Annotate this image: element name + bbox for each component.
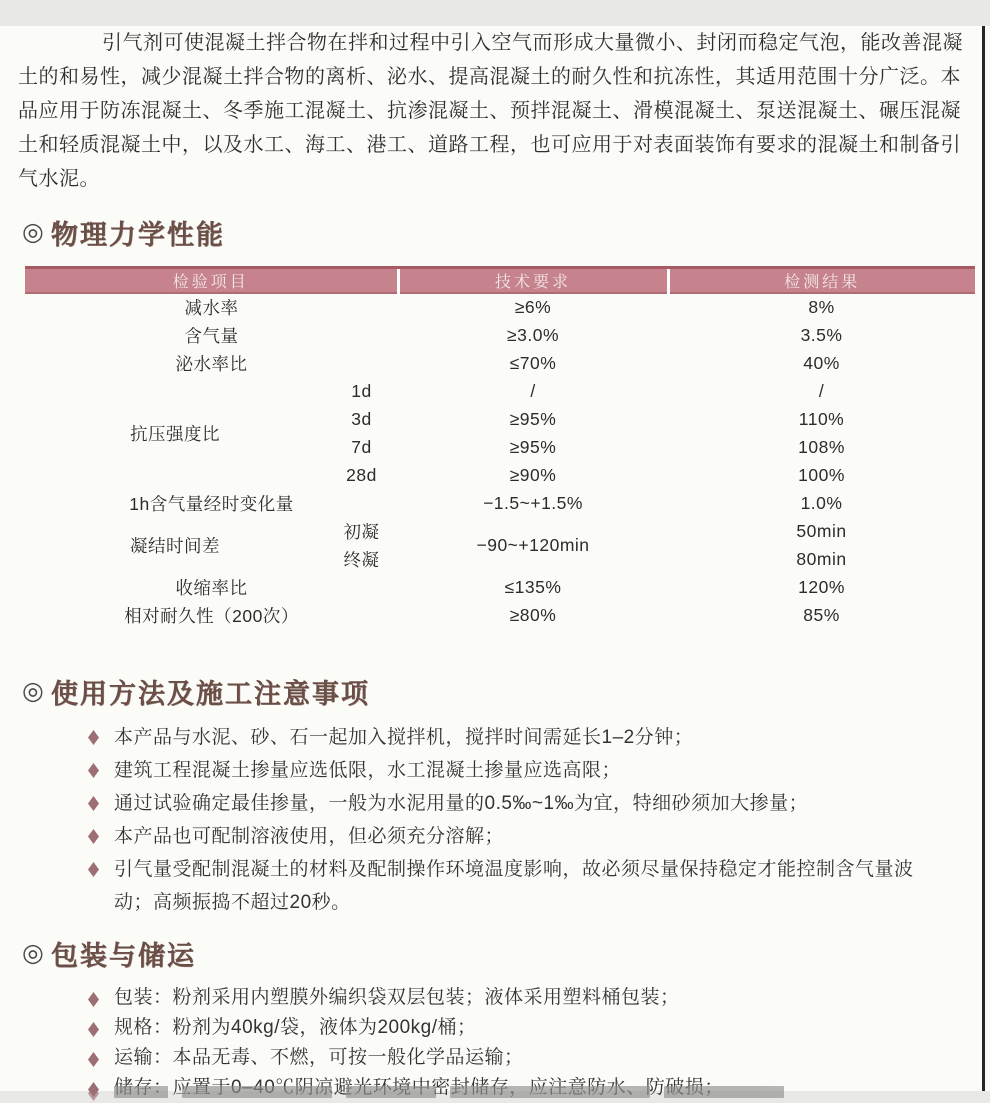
diamond-bullet-icon — [88, 1022, 99, 1037]
table-row — [25, 321, 975, 349]
cell-result: 3.5% — [800, 324, 843, 345]
performance-table — [25, 266, 975, 629]
cell-requirement: ≥95% — [509, 436, 557, 457]
bullet-text: 运输：本品无毒、不燃，可按一般化学品运输； — [114, 1047, 524, 1068]
list-item — [88, 820, 990, 853]
cell-subitem: 7d — [351, 436, 372, 457]
diamond-bullet-icon — [88, 992, 99, 1007]
scan-edge-line — [982, 26, 985, 1091]
section-heading-physical — [22, 214, 990, 250]
cell-requirement: / — [530, 380, 536, 401]
table-row — [25, 489, 975, 517]
cell-subitem: 3d — [351, 408, 372, 429]
cell-requirement: ≥95% — [509, 408, 557, 429]
cell-result: 120% — [798, 576, 845, 597]
col-header-result: 检测结果 — [668, 268, 975, 294]
cell-requirement: −90~+120min — [476, 534, 590, 555]
list-item — [88, 721, 990, 754]
cell-result: 108% — [798, 436, 845, 457]
cell-requirement: ≥6% — [514, 297, 552, 317]
cell-item: 泌水率比 — [175, 353, 248, 374]
bullet-text: 规格：粉剂为40kg/袋，液体为200kg/桶； — [114, 1017, 477, 1038]
diamond-bullet-icon — [88, 796, 99, 811]
table-row — [25, 601, 975, 629]
table-row — [25, 517, 975, 545]
cell-subitem: 28d — [346, 464, 377, 485]
cell-subitem: 终凝 — [343, 549, 380, 570]
cell-item: 1h含气量经时变化量 — [129, 493, 294, 514]
cell-requirement: ≤70% — [509, 352, 557, 373]
double-circle-icon: ◎ — [22, 939, 44, 967]
bullet-text: 引气量受配制混凝土的材料及配制操作环境温度影响，故必须尽量保持稳定才能控制含气量波动；高频振捣不超过20秒。 — [114, 859, 914, 913]
cell-result: 1.0% — [800, 492, 843, 513]
cell-result: 80min — [796, 548, 847, 569]
table-row — [25, 377, 975, 405]
list-item — [88, 983, 990, 1013]
bullet-text: 包装：粉剂采用内塑膜外编织袋双层包装；液体采用塑料桶包装； — [114, 987, 680, 1008]
diamond-bullet-icon — [88, 730, 99, 745]
cell-item: 收缩率比 — [175, 577, 248, 598]
diamond-bullet-icon — [88, 763, 99, 778]
clipped-text-remnant — [88, 1086, 798, 1091]
cell-result: / — [818, 380, 825, 401]
section-heading-packing — [22, 935, 990, 971]
cell-result: 40% — [803, 352, 840, 373]
cell-item: 减水率 — [184, 298, 239, 318]
cell-item: 含气量 — [184, 325, 239, 346]
packing-bullet-list — [88, 983, 990, 1103]
list-item — [88, 787, 990, 820]
bullet-text: 通过试验确定最佳掺量，一般为水泥用量的0.5‰~1‰为宜，特细砂须加大掺量； — [114, 793, 809, 814]
cell-result: 50min — [796, 520, 847, 541]
list-item — [88, 1043, 990, 1073]
section-heading-usage — [22, 673, 990, 709]
cell-item-group: 抗压强度比 — [130, 423, 220, 444]
cell-result: 8% — [808, 297, 835, 317]
double-circle-icon: ◎ — [22, 218, 44, 246]
cell-item: 相对耐久性（200次） — [124, 605, 299, 626]
list-item — [88, 853, 990, 919]
cell-requirement: −1.5~+1.5% — [483, 492, 583, 513]
section-title-packing: 包装与储运 — [50, 940, 196, 971]
document-page — [0, 26, 990, 1091]
table-row — [25, 573, 975, 601]
double-circle-icon: ◎ — [22, 677, 44, 705]
list-item — [88, 1013, 990, 1043]
section-title-usage: 使用方法及施工注意事项 — [50, 678, 370, 709]
cell-result: 100% — [798, 464, 845, 485]
cell-requirement: ≤135% — [504, 576, 562, 597]
cell-result: 85% — [803, 604, 840, 625]
cell-result: 110% — [798, 408, 845, 429]
cell-subitem: 初凝 — [343, 521, 380, 542]
table-header-row — [25, 268, 975, 294]
diamond-bullet-icon — [88, 829, 99, 844]
diamond-bullet-icon — [88, 1052, 99, 1067]
col-header-requirement: 技术要求 — [398, 268, 668, 294]
bullet-text: 本产品也可配制溶液使用，但必须充分溶解； — [114, 826, 505, 847]
diamond-bullet-icon — [88, 862, 99, 877]
usage-bullet-list — [88, 721, 990, 919]
cell-requirement: ≥3.0% — [507, 324, 560, 345]
cell-requirement: ≥80% — [509, 604, 557, 625]
cell-subitem: 1d — [351, 380, 372, 401]
table-row — [25, 293, 975, 321]
table-row — [25, 349, 975, 377]
col-header-item: 检验项目 — [25, 268, 398, 294]
list-item — [88, 754, 990, 787]
bullet-text: 建筑工程混凝土掺量应选低限，水工混凝土掺量应选高限； — [114, 760, 622, 781]
cell-requirement: ≥90% — [509, 464, 557, 485]
intro-paragraph: 引气剂可使混凝土拌合物在拌和过程中引入空气而形成大量微小、封闭而稳定气泡，能改善混凝土的和易性，减少混凝土拌合物的离析、泌水、提高混凝土的耐久性和抗冻性，其适用范围十分广泛。本品应用于防冻混凝土、冬季施工混凝土、抗渗混凝土、预拌混凝土、滑模混凝土、泵送混凝土、碾压混凝土和轻质混凝土中，以及水工、海工、港工、道路工程，也可应用于对表面装饰有要求的混凝土和制备引气水泥。 — [18, 32, 963, 190]
cell-item-group: 凝结时间差 — [130, 535, 220, 556]
bullet-text: 本产品与水泥、砂、石一起加入搅拌机，搅拌时间需延长1–2分钟； — [114, 727, 694, 748]
section-title-physical: 物理力学性能 — [50, 219, 225, 250]
